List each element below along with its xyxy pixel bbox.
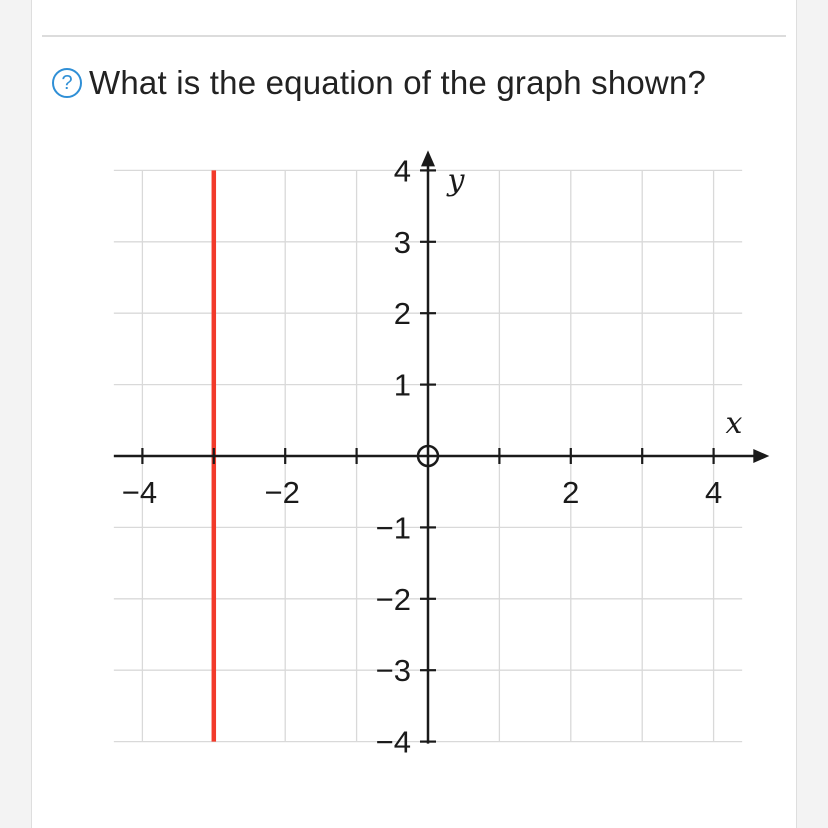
x-axis-arrow [753, 449, 769, 463]
y-tick-label: −3 [375, 653, 411, 689]
question-text: What is the equation of the graph shown? [89, 64, 707, 101]
y-tick-label: 4 [393, 153, 411, 189]
x-tick-label: 4 [704, 475, 723, 510]
x-axis-label: x [725, 406, 743, 441]
x-tick-label: −2 [264, 475, 300, 510]
x-tick-label: −4 [121, 475, 158, 510]
y-axis-label: y [447, 163, 465, 198]
y-tick-label: 2 [393, 296, 411, 332]
y-tick-label: −4 [375, 724, 411, 760]
y-tick-label: −1 [375, 510, 411, 546]
x-tick-label: 2 [562, 475, 580, 510]
y-axis-arrow [421, 150, 435, 166]
y-tick-label: 3 [393, 224, 411, 260]
y-tick-label: −2 [375, 581, 411, 617]
help-circle-icon[interactable]: ? [52, 68, 82, 98]
y-tick-label: 1 [393, 367, 411, 403]
